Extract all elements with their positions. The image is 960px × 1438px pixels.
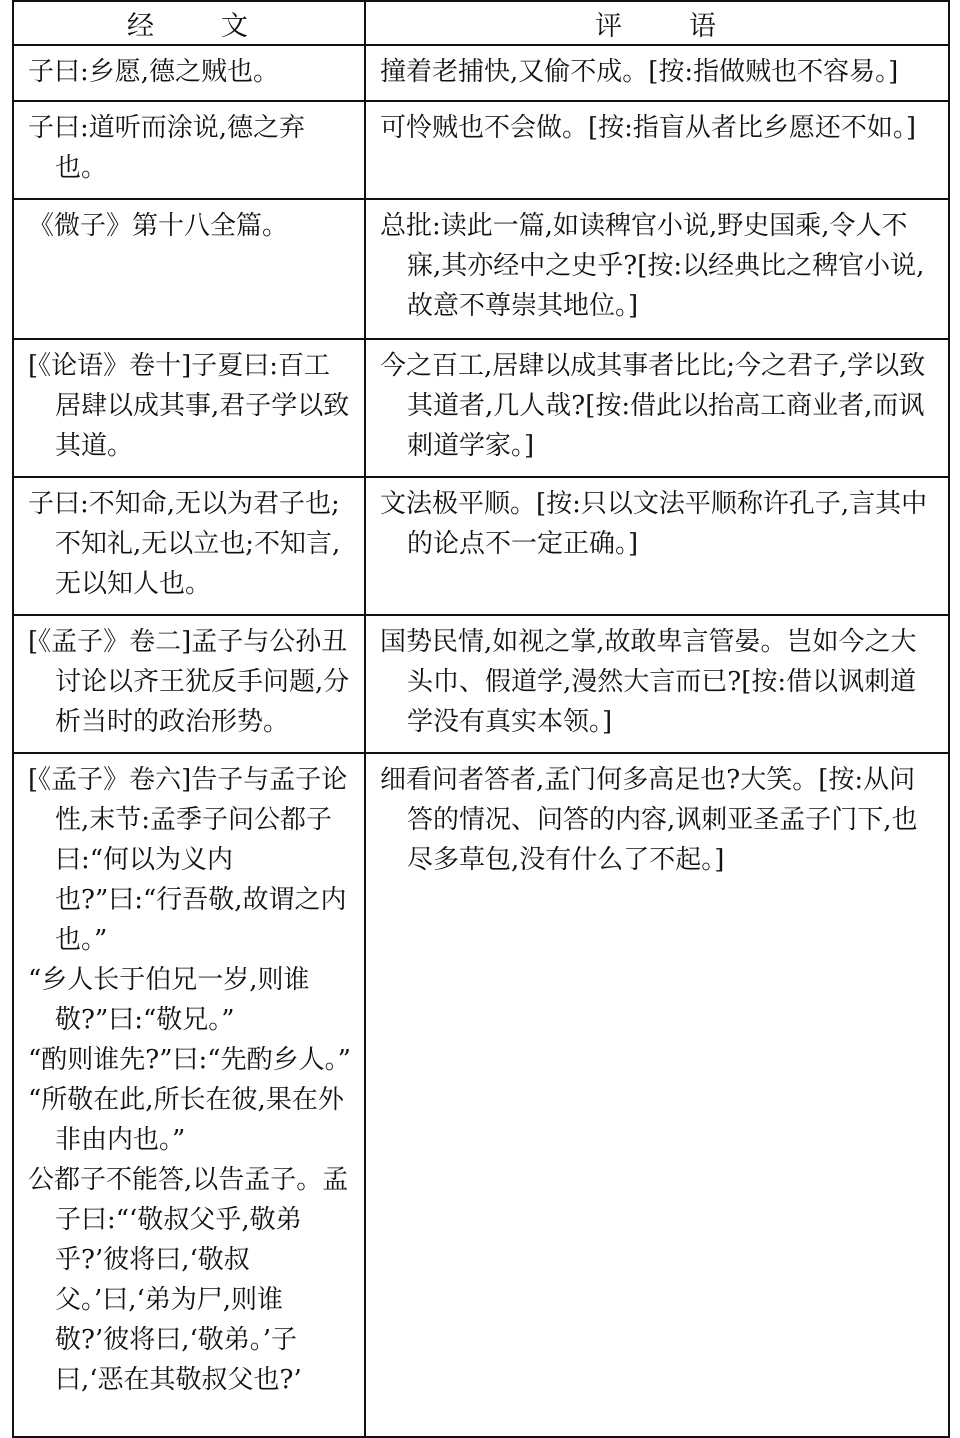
classic-cell xyxy=(13,753,365,1437)
comment-cell xyxy=(365,199,949,339)
comment-text: 今之百工,居肆以成其事者比比;今之君子,学以致其道者,几人哉?[按:借此以抬高工商业者,而讽刺道学家。] xyxy=(380,351,926,461)
table-row xyxy=(13,101,949,199)
comment-text: 细看问者答者,孟门何多高足也?大笑。[按:从问答的情况、问答的内容,讽刺亚圣孟子门下,也尽多草包,没有什么了不起。] xyxy=(380,765,918,875)
table-row xyxy=(13,615,949,753)
classic-text: “所敬在此,所长在彼,果在外非由内也。” xyxy=(28,1085,344,1155)
classic-text: 子曰:乡愿,德之贼也。 xyxy=(28,57,280,87)
page xyxy=(12,0,948,1438)
header-classic-char-1: 经 xyxy=(127,10,157,42)
classic-text: [《孟子》卷二]孟子与公孙丑讨论以齐王犹反手问题,分析当时的政治形势。 xyxy=(28,627,350,737)
header-commentary-char-1: 评 xyxy=(595,10,625,42)
comment-text: 文法极平顺。[按:只以文法平顺称许孔子,言其中的论点不一定正确。] xyxy=(380,489,928,559)
classic-text: 子曰:道听而涂说,德之弃也。 xyxy=(28,113,306,183)
table-row xyxy=(13,45,949,101)
header-commentary-char-2: 语 xyxy=(689,10,719,42)
classic-cell xyxy=(13,101,365,199)
classic-cell xyxy=(13,477,365,615)
header-row xyxy=(13,1,949,45)
classic-text: 子曰:不知命,无以为君子也;不知礼,无以立也;不知言,无以知人也。 xyxy=(28,489,341,599)
table-row xyxy=(13,339,949,477)
classic-cell xyxy=(13,45,365,101)
comment-text: 可怜贼也不会做。[按:指盲从者比乡愿还不如。] xyxy=(380,113,917,143)
comment-cell xyxy=(365,615,949,753)
commentary-table xyxy=(12,0,950,1438)
comment-cell xyxy=(365,753,949,1437)
comment-text: 国势民情,如视之掌,故敢卑言管晏。岂如今之大头巾、假道学,漫然大言而已?[按:借以讽刺道学没有真实本领。] xyxy=(380,627,917,737)
classic-text: [《论语》卷十]子夏曰:百工居肆以成其事,君子学以致其道。 xyxy=(28,351,350,461)
header-classic-text xyxy=(13,1,365,45)
classic-text: [《孟子》卷六]告子与孟子论性,末节:孟季子问公都子曰:“何以为义内也?”曰:“行吾敬,故谓之内也。” xyxy=(28,765,348,955)
classic-text: 《微子》第十八全篇。 xyxy=(28,211,289,241)
table-row xyxy=(13,753,949,1437)
classic-cell xyxy=(13,615,365,753)
comment-text: 总批:读此一篇,如读稗官小说,野史国乘,令人不寐,其亦经中之史乎?[按:以经典比之稗官小说,故意不尊崇其地位。] xyxy=(380,211,925,321)
classic-cell xyxy=(13,339,365,477)
classic-text: 公都子不能答,以告孟子。孟子曰:“‘敬叔父乎,敬弟乎?’彼将曰,‘敬叔父。’曰,‘弟为尸,则谁敬?’彼将曰,‘敬弟。’子曰,‘恶在其敬叔父也?’ xyxy=(28,1165,349,1395)
table-row xyxy=(13,199,949,339)
comment-cell xyxy=(365,339,949,477)
table-row xyxy=(13,477,949,615)
header-commentary xyxy=(365,1,949,45)
classic-cell xyxy=(13,199,365,339)
comment-text: 撞着老捕快,又偷不成。[按:指做贼也不容易。] xyxy=(380,57,899,87)
header-classic-char-2: 文 xyxy=(221,10,251,42)
comment-cell xyxy=(365,101,949,199)
comment-cell xyxy=(365,477,949,615)
comment-cell xyxy=(365,45,949,101)
classic-text: “酌则谁先?”曰:“先酌乡人。” xyxy=(28,1045,351,1075)
classic-text: “乡人长于伯兄一岁,则谁敬?”曰:“敬兄。” xyxy=(28,965,310,1035)
